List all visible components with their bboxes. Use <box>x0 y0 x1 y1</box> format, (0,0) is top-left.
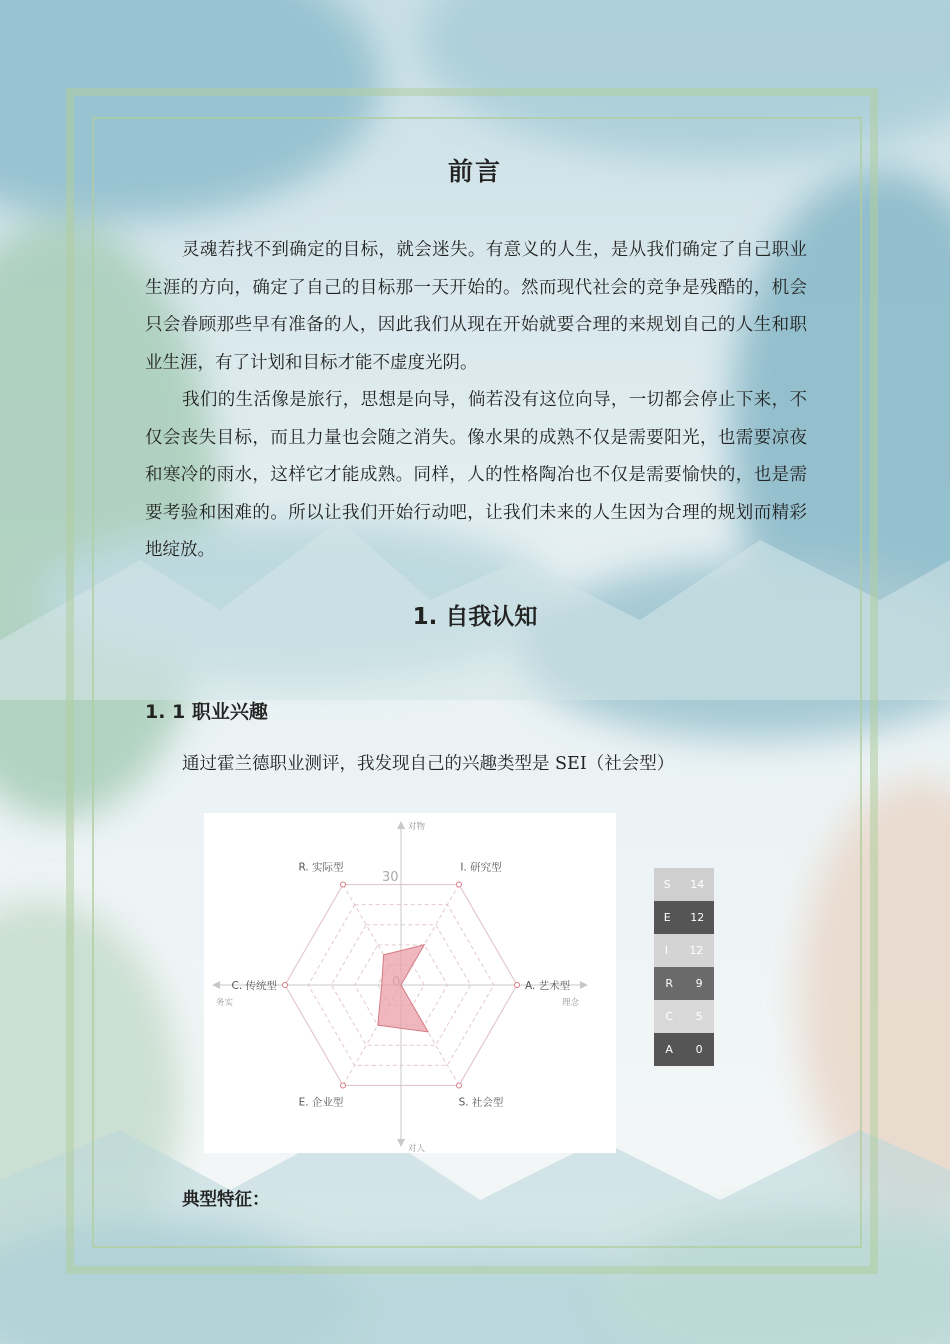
radar-vertex-dot <box>457 882 462 887</box>
radar-data-area <box>378 945 428 1032</box>
legend-code: C <box>665 1010 674 1023</box>
radar-category-label: I. 研究型 <box>460 861 502 874</box>
radar-vertex-dot <box>341 882 346 887</box>
legend-row <box>654 967 714 1000</box>
intro-line: 通过霍兰德职业测评，我发现自己的兴趣类型是 SEI（社会型） <box>182 754 675 774</box>
axis-label-right: 理念 <box>562 998 580 1008</box>
legend-row <box>654 1000 714 1033</box>
radar-category-label: R. 实际型 <box>298 861 344 874</box>
radar-vertex-dot <box>457 1083 462 1088</box>
score-legend <box>654 868 714 1066</box>
legend-value: 14 <box>690 878 705 891</box>
paragraph-2: 我们的生活像是旅行，思想是向导，倘若没有这位向导，一切都会停止下来，不仅会丧失目标，而且力量也会随之消失。像水果的成熟不仅是需要阳光，也需要凉夜和寒冷的雨水，这样它才能成熟。同样，人的性格陶冶也不仅是需要愉快的，也是需要考验和困难的。所以让我们开始行动吧，让我们未来的人生因为合理的规划而精彩地绽放。 <box>145 390 807 560</box>
axis-label-top: 对物 <box>408 822 426 832</box>
paragraph-1: 灵魂若找不到确定的目标，就会迷失。有意义的人生，是从我们确定了自己职业生涯的方向，确定了自己的目标那一天开始的。然而现代社会的竞争是残酷的，机会只会眷顾那些早有准备的人，因此我们从现在开始就要合理的来规划自己的人生和职业生涯，有了计划和目标才能不虚度光阴。 <box>145 240 807 373</box>
legend-row <box>654 868 714 901</box>
radar-category-label: E. 企业型 <box>298 1096 344 1109</box>
legend-value: 12 <box>689 944 704 957</box>
radar-vertex-dot <box>515 983 520 988</box>
axis-label-left: 务实 <box>216 998 234 1008</box>
legend-code: I <box>664 944 668 957</box>
legend-code: S <box>663 878 671 891</box>
section-heading: 1. 自我认知 <box>412 604 538 630</box>
radar-vertex-dot <box>341 1083 346 1088</box>
legend-code: E <box>663 911 671 924</box>
legend-value: 0 <box>695 1043 703 1056</box>
legend-value: 9 <box>695 977 703 990</box>
legend-row <box>654 901 714 934</box>
radar-category-label: C. 传统型 <box>231 980 277 992</box>
legend-row <box>654 1033 714 1066</box>
subsection-heading: 1. 1 职业兴趣 <box>145 701 268 723</box>
radar-category-label: S. 社会型 <box>458 1096 504 1109</box>
legend-code: R <box>665 977 673 990</box>
page-title: 前言 <box>447 157 502 186</box>
legend-value: 12 <box>690 911 705 924</box>
radar-category-label: A. 艺术型 <box>525 980 571 992</box>
legend-row <box>654 934 714 967</box>
radar-vertex-dot <box>283 983 288 988</box>
radar-chart <box>204 813 616 1153</box>
legend-code: A <box>665 1043 673 1056</box>
scale-max-label: 30 <box>382 870 399 885</box>
legend-value: 5 <box>695 1010 703 1023</box>
axis-label-bottom: 对人 <box>408 1144 426 1153</box>
typical-features-label: 典型特征： <box>182 1190 270 1210</box>
holland-radar-figure <box>204 813 616 1153</box>
